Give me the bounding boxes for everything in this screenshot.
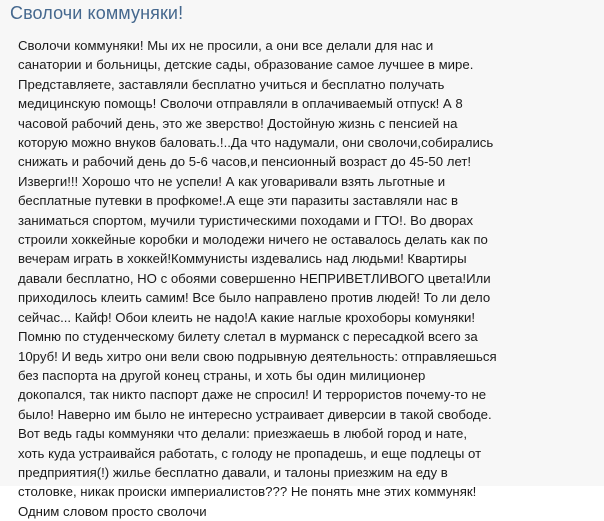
post-text-line: Помню по студенческому билету слетал в мурманск с пересадкой всего за: [18, 329, 478, 345]
post-text-line: Представляете, заставляли бесплатно учиться и бесплатно получать: [18, 76, 445, 92]
post-text-line: строили хоккейные коробки и молодежи ничего не оставалось делать как по: [18, 232, 488, 248]
post-text-line: бесплатные путевки в профкоме!.А еще эти паразиты заставляли нас в: [18, 193, 459, 209]
post-title: Сволочи коммуняки!: [10, 3, 184, 23]
post-text-line: столовке, никак происки империалистов??? Не понять мне этих коммуняк!: [18, 484, 477, 500]
post-text-line: давали бесплатно, НО с обоями совершенно НЕПРИВЕТЛИВОГО цвета!Или: [18, 270, 491, 286]
post-text-line: снижать и рабочий день до 5-6 часов,и пенсионный возраст до 45-50 лет!: [18, 154, 472, 170]
post-text-line: медицинскую помощь! Сволочи отправляли в оплачиваемый отпуск! А 8: [18, 96, 463, 112]
post-text-line: было! Наверно им было не интересно устраивает диверсии в такой свободе.: [18, 406, 492, 422]
post-text-line: докопался, так никто паспорт даже не спросил! И террористов почему-то не: [18, 387, 487, 403]
post-text-line: Сволочи коммуняки! Мы их не просили, а они все делали для нас и: [18, 38, 434, 53]
post-text-line: которую можно внуков баловать.!..Да что надумали, они сволочи,собирались: [18, 135, 494, 151]
post-text-line: Вот ведь гады коммуняки что делали: приезжаешь в любой город и нате,: [18, 426, 468, 442]
post-text-line: приходилось клеить самим! Все было направлено против людей! То ли дело: [18, 290, 491, 306]
post-text-line: предприятия(!) жилье бесплатно давали, и талоны приезжим на еду в: [18, 464, 448, 480]
post-body: [18, 36, 598, 521]
post-text-line: Изверги!!! Хорошо что не успели! А как уговаривали взять льготные и: [18, 173, 446, 189]
post-text-line: Одним словом просто сволочи: [18, 503, 207, 519]
post-text-line: санатории и больницы, детские сады, образование самое лучшее в мире.: [18, 57, 474, 73]
post-text-line: заниматься спортом, мучили туристическими походами и ГТО!. Во дворах: [18, 212, 474, 228]
post-text-line: вечерам играть в хоккей!Коммунисты издевались над людьми! Квартиры: [18, 251, 467, 267]
post-text-line: сейчас... Кайф! Обои клеить не надо!А какие наглые крохоборы комуняки!: [18, 309, 475, 325]
post-text-line: 10руб! И ведь хитро они вели свою подрывную деятельность: отправляешься: [18, 348, 497, 364]
post-text-line: часовой рабочий день, это же зверство! Достойную жизнь с пенсией на: [18, 115, 458, 131]
post-text-line: хоть куда устраивайся работать, с голоду не пропадешь, и еще подлецы от: [18, 445, 482, 461]
post-text-line: без паспорта на другой конец страны, и хоть бы один милиционер: [18, 367, 426, 383]
